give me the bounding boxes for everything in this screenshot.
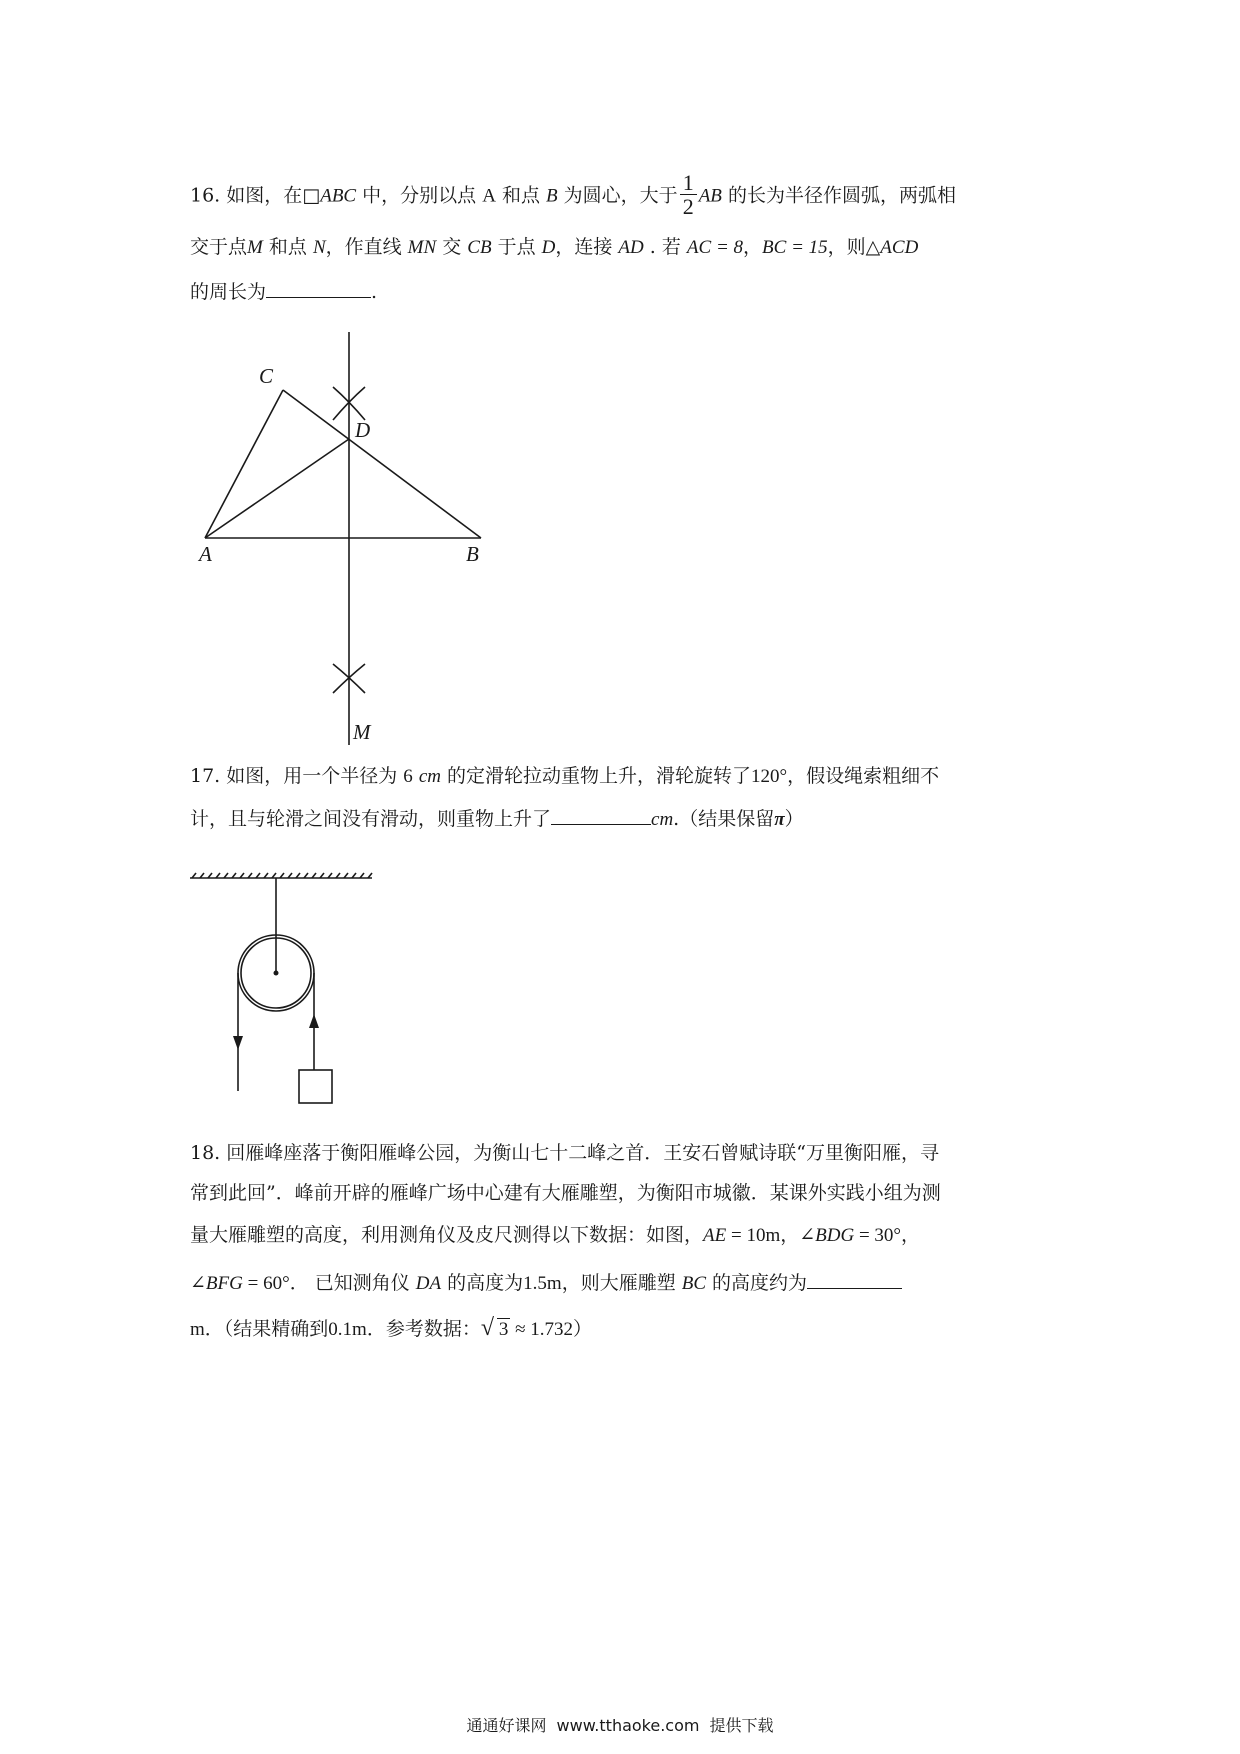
- math-ab: AB: [698, 185, 722, 207]
- math-value: ≈ 1.732: [510, 1319, 574, 1340]
- label-b: B: [466, 542, 479, 566]
- text: ，则大雁雕塑: [561, 1272, 682, 1294]
- math-b: B: [546, 185, 558, 207]
- text: 和点: [495, 184, 547, 207]
- answer-blank[interactable]: [266, 297, 371, 298]
- math-precision: 0.1m: [328, 1319, 367, 1340]
- text: ，: [780, 1224, 800, 1246]
- answer-blank[interactable]: [807, 1288, 902, 1289]
- text: ．参考数据：: [366, 1318, 481, 1340]
- text: .（结果保留: [673, 808, 775, 830]
- unit-cm: cm: [418, 766, 441, 787]
- math-value: = 30°: [854, 1225, 902, 1246]
- q16-number: 16. 如图，在: [190, 184, 303, 207]
- text: ，假设绳索粗细不: [787, 765, 940, 787]
- math-bc-eq: BC = 15: [762, 237, 828, 258]
- q18-line-5: [190, 1315, 593, 1341]
- math-angle-bfg: ∠BFG: [190, 1273, 243, 1294]
- q18-line-4: [190, 1274, 902, 1293]
- lower-arc-mark-2: [333, 664, 365, 693]
- math-da: DA: [415, 1273, 442, 1294]
- text: 交: [436, 236, 468, 258]
- text: 计，且与轮滑之间没有滑动，则重物上升了: [190, 808, 552, 830]
- text: 17. 如图，用一个半径为: [190, 765, 404, 787]
- math-mn: MN: [407, 237, 437, 258]
- radicand: 3: [498, 1319, 509, 1340]
- weight-box: [299, 1070, 332, 1103]
- text: 的高度为: [441, 1272, 524, 1294]
- label-a: A: [199, 542, 212, 566]
- math-a: A: [482, 185, 496, 207]
- math-abc: ABC: [320, 185, 357, 207]
- text: 和点: [262, 236, 313, 258]
- triangle-symbol: △: [865, 236, 881, 258]
- math-acd: ACD: [880, 237, 919, 258]
- upper-arc-mark-1: [333, 387, 365, 420]
- label-m: M: [353, 720, 371, 744]
- q16-line-3: [190, 283, 377, 302]
- math-pi: π: [774, 809, 785, 830]
- text: ，: [901, 1224, 921, 1246]
- label-c: C: [259, 364, 274, 388]
- q16-line-2: [190, 238, 918, 257]
- math-n: N: [312, 237, 326, 258]
- text: 量大雁雕塑的高度，利用测角仪及皮尺测得以下数据：如图，: [190, 1224, 704, 1246]
- math-ae: AE: [703, 1225, 727, 1246]
- text: ，: [743, 236, 763, 258]
- square-root: [480, 1315, 511, 1341]
- radical-icon: √: [480, 1315, 494, 1341]
- lower-arc-mark-1: [333, 664, 365, 693]
- label-d: D: [355, 418, 371, 442]
- q16-line-1: [190, 170, 956, 220]
- math-bc: BC: [681, 1273, 707, 1294]
- text: 的定滑轮拉动重物上升，滑轮旋转了: [441, 765, 752, 787]
- math-radius: 6: [403, 766, 413, 787]
- pulley-inner-ring: [241, 938, 311, 1008]
- math-height: 1.5m: [523, 1273, 562, 1294]
- footer: [0, 1713, 1240, 1736]
- text: 中，分别以点: [356, 184, 483, 207]
- q17-line-2: [190, 810, 804, 829]
- q18-line-2: 常到此回”．峰前开辟的雁峰广场中心建有大雁雕塑，为衡阳市城徽．某课外实践小组为测: [190, 1182, 941, 1204]
- left-arrow-down: [233, 1036, 243, 1050]
- text: ，作直线: [325, 236, 408, 258]
- pulley-wheel: [238, 935, 314, 1011]
- text: 交于点: [190, 236, 248, 258]
- math-ac-eq: AC = 8: [686, 237, 744, 258]
- text: 的周长为: [190, 281, 267, 303]
- footer-site-name: 通通好课网: [466, 1716, 547, 1735]
- text: .: [371, 281, 378, 303]
- math-ad: AD: [618, 237, 644, 258]
- segment-ad: [205, 439, 349, 538]
- side-ac: [205, 390, 283, 538]
- math-angle-bdg: ∠BDG: [799, 1225, 855, 1246]
- text: m．（结果精确到: [190, 1319, 329, 1340]
- fraction-denominator: 2: [682, 194, 694, 220]
- math-value: = 60°: [242, 1273, 290, 1294]
- q17-line-1: [190, 767, 939, 786]
- text: 为圆心，大于: [557, 184, 678, 207]
- unit-cm: cm: [651, 809, 674, 830]
- side-cb: [283, 390, 481, 538]
- text: . 若: [643, 236, 687, 258]
- text: ，连接: [555, 236, 619, 258]
- q18-line-3: [190, 1226, 920, 1245]
- footer-url-link[interactable]: www.tthaoke.com: [556, 1716, 700, 1735]
- text: ）: [784, 808, 804, 830]
- upper-arc-mark-2: [333, 387, 365, 420]
- ceiling-hatching: [192, 873, 372, 878]
- text: 的高度约为: [706, 1272, 808, 1294]
- math-value: = 10m: [726, 1225, 781, 1246]
- right-arrow-up: [309, 1014, 319, 1028]
- fraction-numerator: 1: [680, 171, 697, 195]
- math-m: M: [247, 237, 263, 258]
- math-cb: CB: [467, 237, 492, 258]
- text: 的长为半径作圆弧，两弧相: [721, 184, 956, 207]
- q18-line-1: 18. 回雁峰座落于衡阳雁峰公园，为衡山七十二峰之首．王安石曾赋诗联“万里衡阳雁，寻: [190, 1142, 939, 1164]
- answer-blank[interactable]: [551, 824, 651, 825]
- fraction-half: [680, 171, 697, 218]
- math-d: D: [541, 237, 556, 258]
- math-angle: 120°: [751, 766, 788, 787]
- pulley-axle: [274, 971, 279, 976]
- text: ． 已知测角仪: [289, 1272, 416, 1294]
- text: ，则: [827, 236, 866, 258]
- footer-action: 提供下载: [709, 1716, 774, 1735]
- parallelogram-symbol: □: [302, 184, 321, 207]
- text: ）: [573, 1318, 593, 1340]
- text: 于点: [491, 236, 542, 258]
